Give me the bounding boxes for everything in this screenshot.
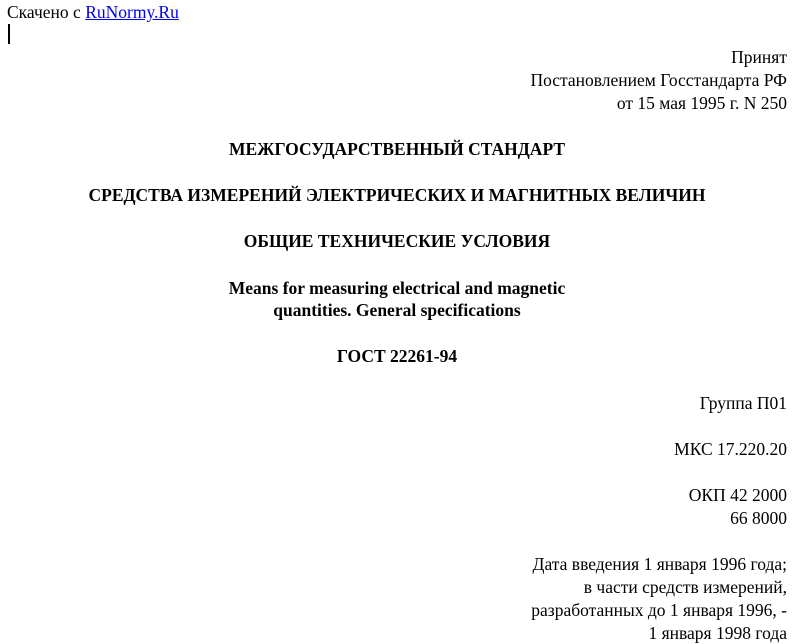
standard-subtitle-heading: ОБЩИЕ ТЕХНИЧЕСКИЕ УСЛОВИЯ <box>243 231 551 251</box>
standard-type-heading: МЕЖГОСУДАРСТВЕННЫЙ СТАНДАРТ <box>228 139 566 159</box>
effective-date-line-4: 1 января 1998 года <box>648 623 787 643</box>
okp-code-line-2: 66 8000 <box>730 508 787 528</box>
standard-name-heading: СРЕДСТВА ИЗМЕРЕНИЙ ЭЛЕКТРИЧЕСКИХ И МАГНИТНЫХ ВЕЛИЧИН <box>88 185 706 205</box>
adoption-line-3: от 15 мая 1995 г. N 250 <box>616 93 787 113</box>
text-cursor <box>8 24 10 44</box>
group-code: Группа П01 <box>699 393 787 413</box>
effective-date-line-3: разработанных до 1 января 1996, - <box>531 600 787 620</box>
source-link[interactable]: RuNormy.Ru <box>85 2 179 22</box>
adoption-line-1: Принят <box>731 47 787 67</box>
standard-code: ГОСТ 22261-94 <box>336 346 458 366</box>
download-prefix: Скачено с <box>7 2 81 22</box>
adoption-line-2: Постановлением Госстандарта РФ <box>530 70 787 90</box>
okp-code-line-1: ОКП 42 2000 <box>688 485 787 505</box>
effective-date-line-1: Дата введения 1 января 1996 года; <box>532 554 787 574</box>
effective-date-line-2: в части средств измерений, <box>583 577 787 597</box>
english-title-line-2: quantities. General specifications <box>273 300 521 320</box>
mks-code: МКС 17.220.20 <box>674 439 787 459</box>
english-title-line-1: Means for measuring electrical and magnetic <box>228 278 566 298</box>
download-source-line <box>7 1 179 23</box>
